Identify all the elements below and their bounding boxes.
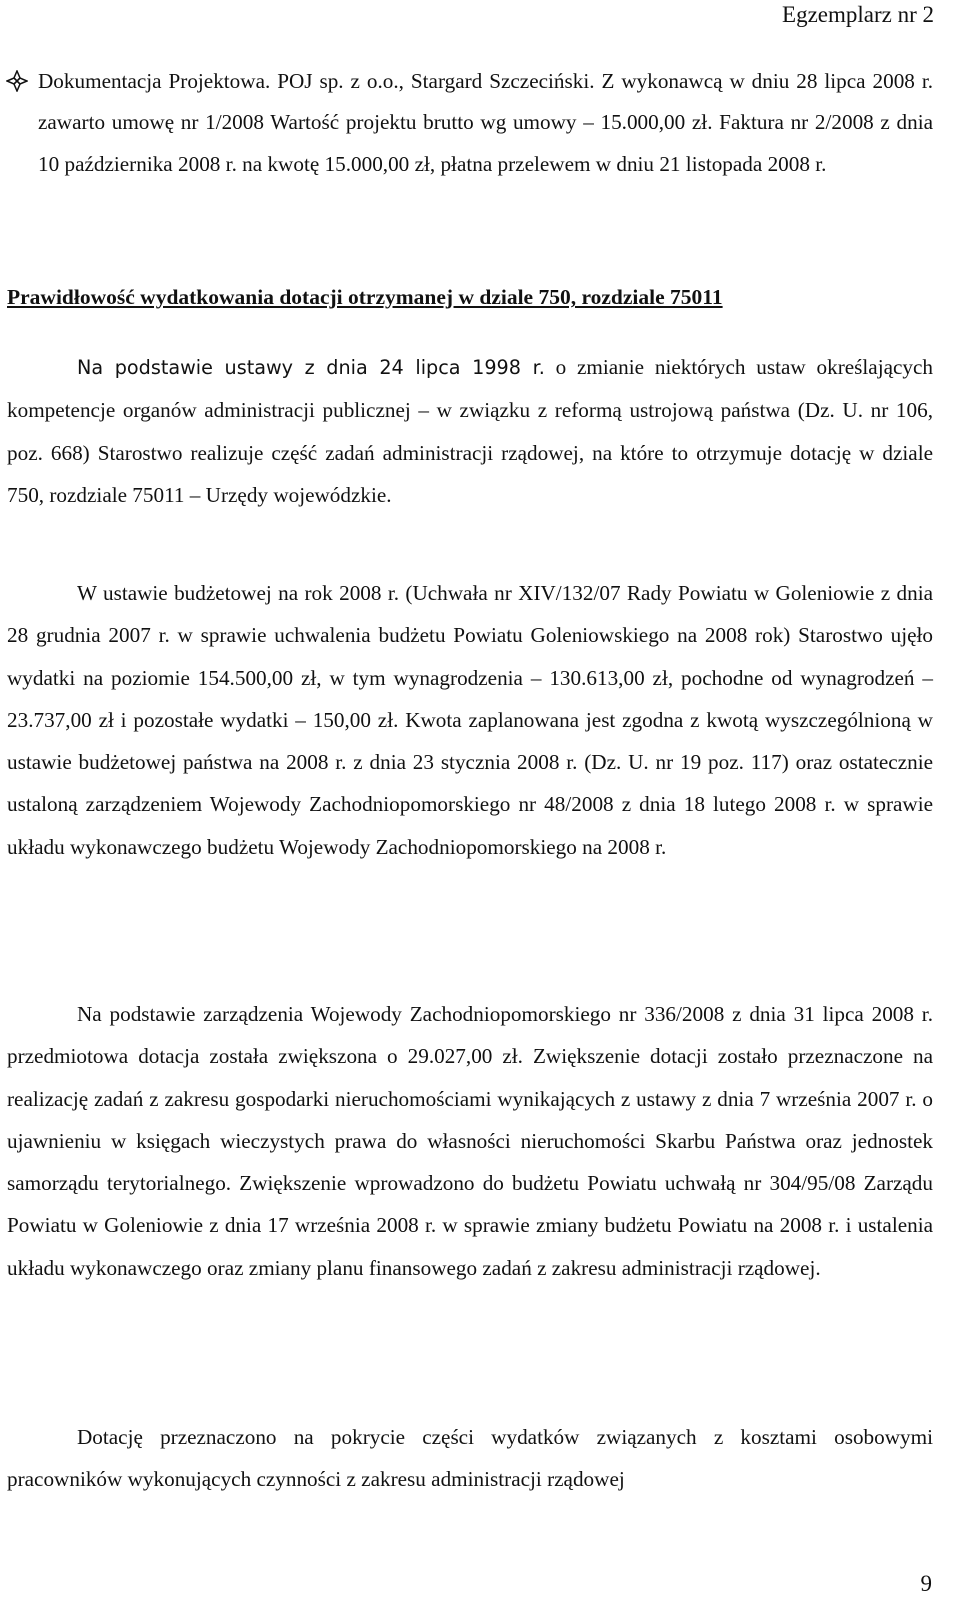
four-diamond-star-icon [6, 70, 28, 98]
paragraph-grant-increase: Na podstawie zarządzenia Wojewody Zachodniopomorskiego nr 336/2008 z dnia 31 lipca 2008 r. przedmiotowa dotacja została zwiększona o 29.027,00 zł. Zwiększenie dotacji zostało przeznaczone na realizację zadań z zakresu gospodarki nieruchomościami wynikających z ustawy z dnia 7 września 2007 r. o ujawnieniu w księgach wieczystych prawa do własności nieruchomości Skarbu Państwa oraz jednostek samorządu terytorialnego. Zwiększenie wprowadzono do budżetu Powiatu uchwałą nr 304/95/08 Zarządu Powiatu w Goleniowie z dnia 17 września 2008 r. w sprawie zmiany budżetu Powiatu na 2008 r. i ustalenia układu wykonawczego oraz zmiany planu finansowego zadań z zakresu administracji rządowej. [7, 1002, 933, 1280]
section-heading: Prawidłowość wydatkowania dotacji otrzymanej w dziale 750, rozdziale 75011 [7, 285, 723, 309]
paragraph-legal-basis-rest: o zmianie niektórych ustaw określających kompetencje organów administracji publicznej – w związku z reformą ustrojową państwa (Dz. U. nr 106, poz. 668) Starostwo realizuje część zadań administracji rządowej, na które to otrzymuje dotację w dziale 750, rozdziale 75011 – Urzędy wojewódzkie. [7, 355, 933, 507]
page-number: 9 [920, 1571, 932, 1596]
copy-number-label: Egzemplarz nr 2 [782, 2, 934, 27]
paragraph-grant-allocation: Dotację przeznaczono na pokrycie części wydatków związanych z kosztami osobowymi pracowników wykonujących czynności z zakresu administracji rządowej [7, 1425, 933, 1492]
paragraph-legal-basis [7, 346, 933, 516]
paragraph-budget-act: W ustawie budżetowej na rok 2008 r. (Uchwała nr XIV/132/07 Rady Powiatu w Goleniowie z dnia 28 grudnia 2007 r. w sprawie uchwalenia budżetu Powiatu Goleniowskiego na 2008 rok) Starostwo ujęło wydatki na poziomie 154.500,00 zł, w tym wynagrodzenia – 130.613,00 zł, pochodne od wynagrodzeń – 23.737,00 zł i pozostałe wydatki – 150,00 zł. Kwota zaplanowana jest zgodna z kwotą wyszczególnioną w ustawie budżetowej państwa na 2008 r. z dnia 23 stycznia 2008 r. (Dz. U. nr 19 poz. 117) oraz ostatecznie ustaloną zarządzeniem Wojewody Zachodniopomorskiego nr 48/2008 z dnia 18 lutego 2008 r. w sprawie układu wykonawczego budżetu Wojewody Zachodniopomorskiego na 2008 r. [7, 581, 933, 859]
paragraph-legal-basis-sans-part: Na podstawie ustawy z dnia 24 lipca 1998 r. [77, 356, 545, 379]
project-documentation-bullet: Dokumentacja Projektowa. POJ sp. z o.o., Stargard Szczeciński. Z wykonawcą w dniu 28 lipca 2008 r. zawarto umowę nr 1/2008 Wartość projektu brutto wg umowy – 15.000,00 zł. Faktura nr 2/2008 z dnia 10 października 2008 r. na kwotę 15.000,00 zł, płatna przelewem w dniu 21 listopada 2008 r. [38, 69, 933, 176]
